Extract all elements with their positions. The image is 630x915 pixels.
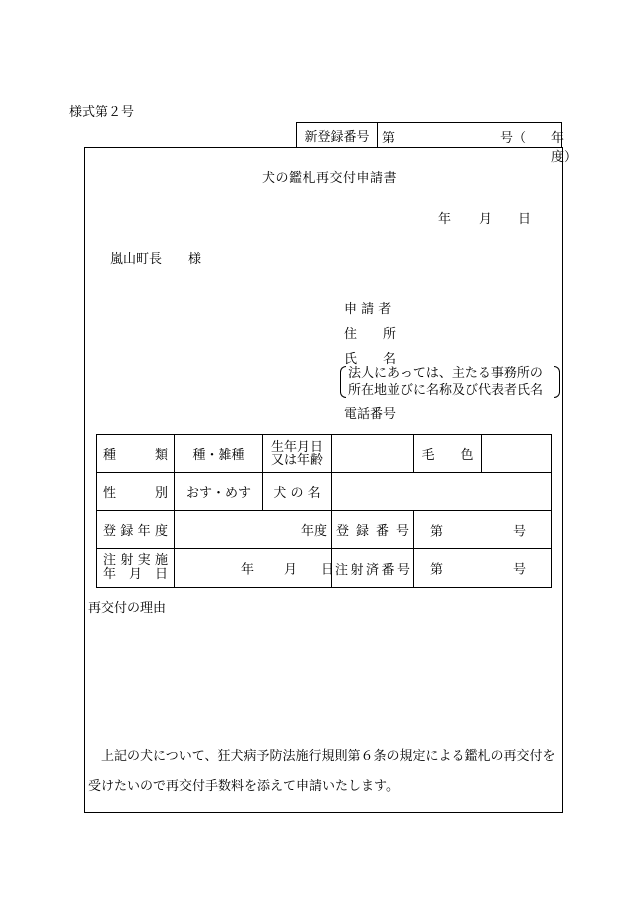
- registration-number-box: [296, 122, 578, 165]
- applicant-address-label[interactable]: 住 所: [344, 327, 397, 342]
- dog-name-value[interactable]: [332, 473, 552, 511]
- table-row: [97, 473, 552, 511]
- reg-no-go: 号: [513, 524, 527, 539]
- dog-name-label: 犬 の 名: [263, 473, 332, 511]
- inj-day: 日: [321, 562, 335, 578]
- reg-no-dai: 第: [430, 524, 444, 539]
- reg-no-label: 登録番号: [332, 511, 414, 549]
- inj-no-label: 注射済番号: [332, 549, 414, 588]
- inj-month: 月: [284, 562, 298, 578]
- registration-nendo: 年度）: [551, 131, 578, 165]
- addressee: 嵐山町長 様: [110, 252, 202, 267]
- reg-year-value[interactable]: 年度: [175, 511, 332, 549]
- corp-note-paren-left: [340, 366, 346, 398]
- inj-label-2: 年月日: [103, 567, 168, 582]
- dog-info-table: [96, 434, 552, 588]
- reg-year-label: 登録年度: [97, 511, 175, 549]
- applicant-name-label[interactable]: 氏 名: [344, 352, 397, 367]
- date-month: 月: [479, 212, 493, 227]
- inj-date-value[interactable]: [175, 549, 335, 588]
- inj-label-1: 注射実施: [103, 553, 168, 568]
- birth-value[interactable]: [332, 435, 414, 473]
- form-title: 犬の鑑札再交付申請書: [262, 171, 398, 186]
- date-year: 年: [438, 212, 452, 227]
- form-number: 様式第２号: [69, 105, 135, 120]
- table-row: [97, 549, 552, 588]
- corp-note-line-1: 法人にあっては、主たる事務所の: [348, 366, 543, 381]
- declaration-text: 上記の犬について、狂犬病予防法施行規則第６条の規定による鑑札の再交付を受けたいので再交付手数料を添えて申請いたします。: [88, 749, 556, 794]
- table-row: [97, 435, 552, 473]
- date-day: 日: [518, 212, 532, 227]
- inj-no-value[interactable]: [414, 549, 552, 588]
- sex-label: 性別: [97, 473, 175, 511]
- type-label: 種類: [97, 435, 175, 473]
- registration-dai: 第: [382, 131, 396, 146]
- applicant-heading: 申 請 者: [344, 302, 392, 317]
- birth-label-1: 生年月日: [270, 439, 323, 455]
- inj-date-label: [97, 549, 175, 588]
- registration-number-field[interactable]: [378, 123, 578, 165]
- sex-value[interactable]: おす・めす: [175, 473, 263, 511]
- inj-no-dai: 第: [430, 562, 444, 578]
- type-value[interactable]: 種・雑種: [175, 435, 263, 473]
- coat-value[interactable]: [482, 435, 552, 473]
- table-row: [97, 511, 552, 549]
- inj-year: 年: [241, 562, 255, 578]
- registration-go: 号（: [500, 131, 527, 146]
- birth-label-2: 又は年齢: [270, 452, 323, 468]
- reg-no-value[interactable]: [414, 511, 552, 549]
- inj-no-go: 号: [513, 562, 527, 578]
- registration-number-label: 新登録番号: [297, 123, 378, 147]
- applicant-phone-label[interactable]: 電話番号: [344, 407, 397, 422]
- coat-label: 毛 色: [414, 435, 482, 473]
- corp-note-paren-right: [554, 366, 560, 398]
- birth-label: [263, 435, 332, 473]
- corp-note-line-2: 所在地並びに名称及び代表者氏名: [348, 383, 544, 398]
- reason-label: 再交付の理由: [88, 601, 167, 616]
